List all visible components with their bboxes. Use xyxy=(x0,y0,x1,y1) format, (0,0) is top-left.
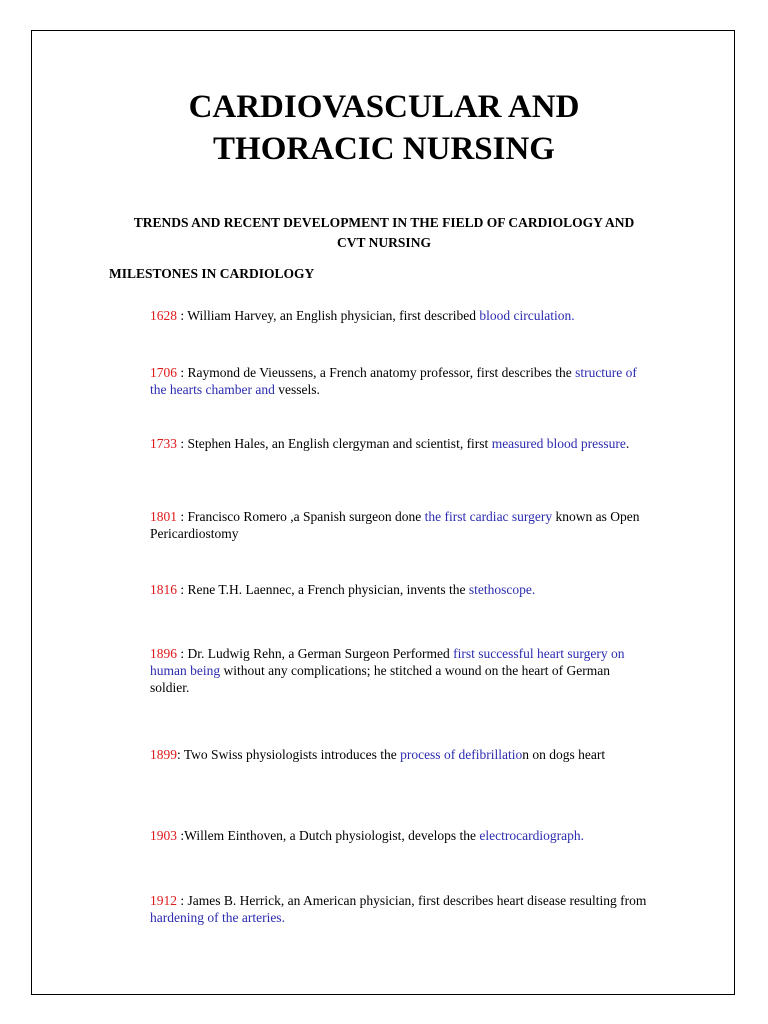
milestone-year: 1801 xyxy=(150,509,177,524)
milestone-year: 1899 xyxy=(150,747,177,762)
milestone-text: : Raymond de Vieussens, a French anatomy professor, first describes the xyxy=(177,365,576,380)
milestone-highlight: measured blood pressure xyxy=(491,436,626,451)
document-title xyxy=(0,86,768,170)
milestone-1899 xyxy=(150,746,650,763)
milestone-1801 xyxy=(150,508,650,542)
milestone-highlight: structure of the hearts chamber and xyxy=(150,365,637,397)
milestone-year: 1733 xyxy=(150,436,177,451)
milestone-1733 xyxy=(150,435,650,452)
milestone-highlight: first successful heart surgery on human being xyxy=(150,646,625,678)
milestone-text: : Francisco Romero ,a Spanish surgeon done xyxy=(177,509,425,524)
milestone-1912 xyxy=(150,892,650,926)
milestone-tail: n on dogs heart xyxy=(522,747,606,762)
milestone-highlight: electrocardiograph. xyxy=(479,828,584,843)
milestone-highlight: stethoscope. xyxy=(468,582,536,597)
milestone-text: : James B. Herrick, an American physician, first describes heart disease resulting from xyxy=(177,893,647,908)
milestone-text: :Willem Einthoven, a Dutch physiologist, develops the xyxy=(177,828,480,843)
milestone-text: : Rene T.H. Laennec, a French physician, invents the xyxy=(177,582,469,597)
milestone-1706 xyxy=(150,364,650,398)
milestone-text: : Stephen Hales, an English clergyman and scientist, first xyxy=(177,436,492,451)
milestone-highlight: blood circulation. xyxy=(479,308,575,323)
milestone-1628 xyxy=(150,307,650,324)
milestone-tail: . xyxy=(625,436,630,451)
milestone-highlight: process of defibrillatio xyxy=(400,747,523,762)
milestone-text: : Two Swiss physiologists introduces the xyxy=(177,747,401,762)
milestone-highlight: the first cardiac surgery xyxy=(424,509,553,524)
milestone-tail: known as Open Pericardiostomy xyxy=(150,509,640,541)
milestone-year: 1706 xyxy=(150,365,177,380)
title-line-1: CARDIOVASCULAR AND xyxy=(188,89,580,125)
milestone-tail: vessels. xyxy=(274,382,320,397)
milestone-1816 xyxy=(150,581,650,598)
milestone-year: 1816 xyxy=(150,582,177,597)
milestone-text: : William Harvey, an English physician, first described xyxy=(177,308,480,323)
document-subtitle xyxy=(90,213,678,253)
milestone-year: 1628 xyxy=(150,308,177,323)
milestone-1903 xyxy=(150,827,650,844)
section-heading: MILESTONES IN CARDIOLOGY xyxy=(109,266,315,281)
milestone-tail: without any complications; he stitched a wound on the heart of German soldier. xyxy=(150,663,611,695)
milestone-year: 1903 xyxy=(150,828,177,843)
milestone-highlight: hardening of the arteries. xyxy=(150,910,285,925)
milestone-year: 1896 xyxy=(150,646,177,661)
title-line-2: THORACIC NURSING xyxy=(213,131,555,167)
subtitle-line-2: CVT NURSING xyxy=(337,235,431,250)
milestone-year: 1912 xyxy=(150,893,177,908)
milestone-text: : Dr. Ludwig Rehn, a German Surgeon Performed xyxy=(177,646,454,661)
subtitle-line-1: TRENDS AND RECENT DEVELOPMENT IN THE FIELD OF CARDIOLOGY AND xyxy=(133,215,635,230)
milestone-1896 xyxy=(150,645,650,696)
